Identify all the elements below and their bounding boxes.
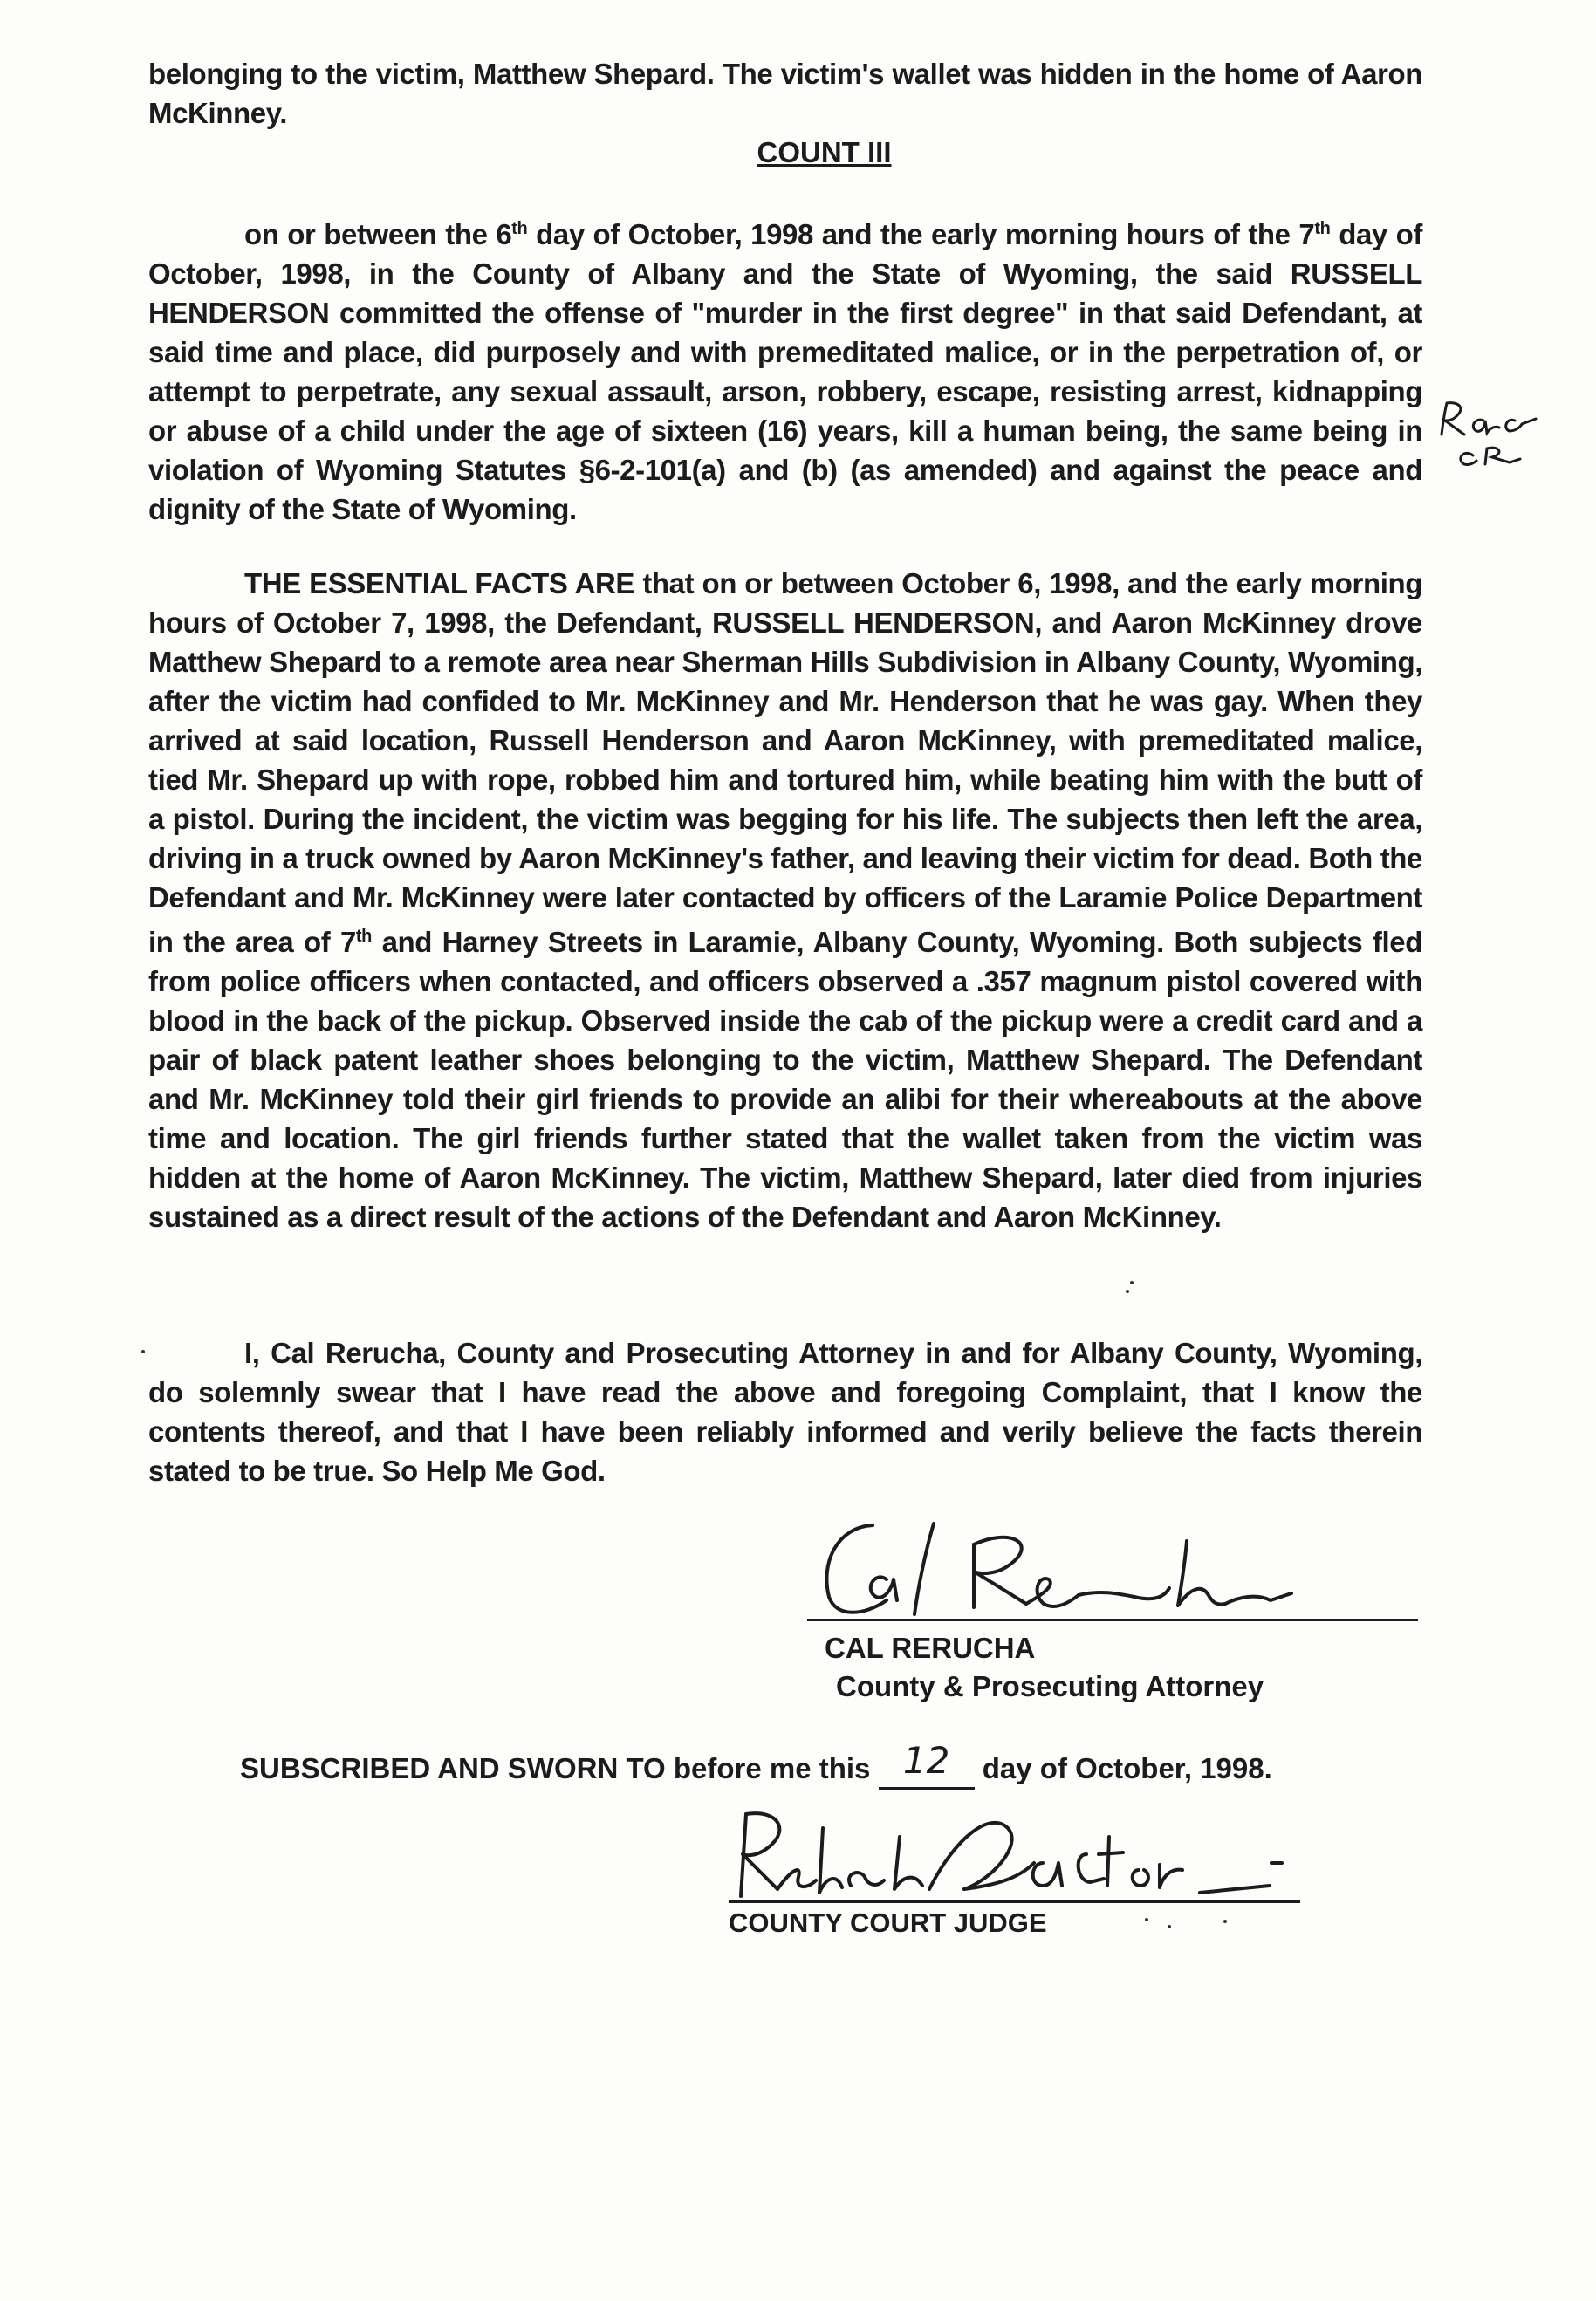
count-heading-label: COUNT III xyxy=(757,136,892,168)
sworn-statement xyxy=(240,1739,1272,1790)
oath-paragraph: I, Cal Rerucha, County and Prosecuting Attorney in and for Albany County, Wyoming, do solemnly swear that I have read the above and foregoing Complaint, that I know the contents thereof, and that I have been reliably informed and verily believe the facts therein stated to be true. So Help Me God. xyxy=(148,1337,1422,1487)
scan-speck xyxy=(1126,1290,1129,1293)
prosecutor-signature xyxy=(803,1510,1431,1632)
scan-speck xyxy=(1130,1281,1134,1284)
signer-name: CAL RERUCHA xyxy=(825,1632,1036,1664)
sworn-day: 12 xyxy=(902,1739,950,1782)
count-heading xyxy=(0,133,1596,172)
scan-speck xyxy=(1223,1920,1227,1923)
judge-title: COUNTY COURT JUDGE xyxy=(729,1907,1047,1938)
judge-signature-line xyxy=(729,1900,1300,1903)
opening-text: belonging to the victim, Matthew Shepard. The victim's wallet was hidden in the home of Aaron McKinney. xyxy=(148,58,1422,129)
scan-speck xyxy=(1145,1918,1148,1921)
signer-title: County & Prosecuting Attorney xyxy=(836,1670,1264,1702)
scan-speck xyxy=(1168,1925,1171,1928)
sworn-prefix: SUBSCRIBED AND SWORN TO before me this xyxy=(240,1752,871,1784)
scan-speck xyxy=(141,1350,145,1353)
essential-facts-paragraph: THE ESSENTIAL FACTS ARE that on or between October 6, 1998, and the early morning hours of October 7, 1998, the Defendant, RUSSELL HENDERSON, and Aaron McKinney drove Matthew Shepard to a remote area near Sherman Hills Subdivision in Albany County, Wyoming, after the victim had confided to Mr. McKinney and Mr. Henderson that he was gay. When they arrived at said location, Russell Henderson and Aaron McKinney, with premeditated malice, tied Mr. Shepard up with rope, robbed him and tortured him, while beating him with the butt of a pistol. During the incident, the victim was begging for his life. The subjects then left the area, driving in a truck owned by Aaron McKinney's father, and leaving their victim for dead. Both the Defendant and Mr. McKinney were later contacted by officers of the Laramie Police Department in the area of 7th and Harney Streets in Laramie, Albany County, Wyoming. Both subjects fled from police officers when contacted, and officers observed a .357 magnum pistol covered with blood in the back of the pickup. Observed inside the cab of the pickup were a credit card and a pair of black patent leather shoes belonging to the victim, Matthew Shepard. The Defendant and Mr. McKinney told their girl friends to provide an alibi for their whereabouts at the above time and location. The girl friends further stated that the wallet taken from the victim was hidden at the home of Aaron McKinney. The victim, Matthew Shepard, later died from injuries sustained as a direct result of the actions of the Defendant and Aaron McKinney. xyxy=(148,567,1422,1233)
sworn-day-blank xyxy=(879,1739,975,1790)
margin-initials-note xyxy=(1429,394,1543,473)
charge-paragraph: on or between the 6th day of October, 1998 and the early morning hours of the 7th day of October, 1998, in the County of Albany and the State of Wyoming, the said RUSSELL HENDERSON committed the offense of "murder in the first degree" in that said Defendant, at said time and place, did purposely and with premeditated malice, or in the perpetration of, or attempt to perpetrate, any sexual assault, arson, robbery, escape, resisting arrest, kidnapping or abuse of a child under the age of sixteen (16) years, kill a human being, the same being in violation of Wyoming Statutes §6-2-101(a) and (b) (as amended) and against the peace and dignity of the State of Wyoming. xyxy=(148,218,1422,525)
sworn-suffix: day of October, 1998. xyxy=(982,1752,1272,1784)
judge-signature xyxy=(729,1802,1287,1907)
prosecutor-signature-line xyxy=(807,1619,1418,1621)
